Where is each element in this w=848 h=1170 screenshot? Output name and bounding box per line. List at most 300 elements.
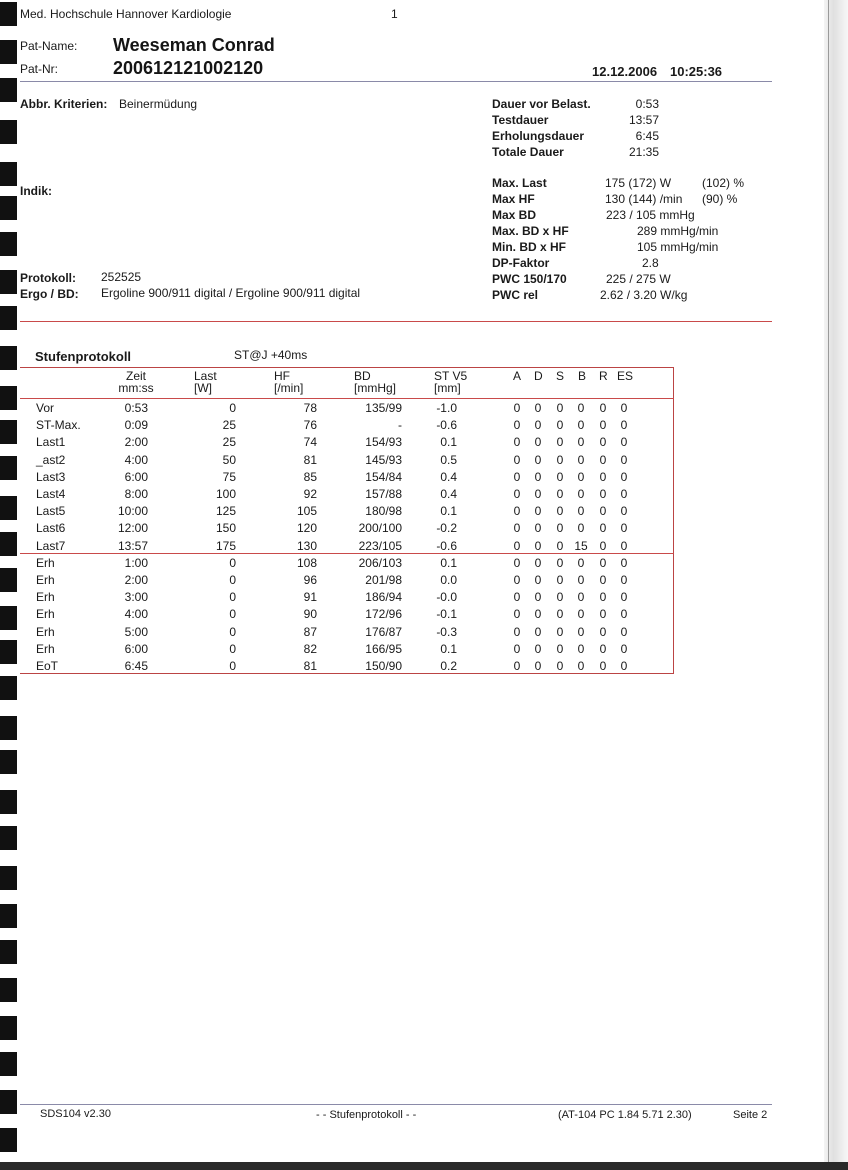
binder-hole <box>0 78 17 102</box>
cell-name: Vor <box>36 401 55 415</box>
table-row <box>20 623 674 640</box>
cell-bd: 176/87 <box>365 624 402 639</box>
cell-last: 150 <box>215 521 236 536</box>
cell-name: Erh <box>36 607 55 622</box>
table-row <box>20 554 674 571</box>
cell-d: 0 <box>534 504 542 519</box>
col-a: A <box>513 369 522 383</box>
cell-r: 0 <box>599 607 607 622</box>
cell-b: 0 <box>577 401 585 415</box>
cell-s: 0 <box>556 573 564 587</box>
cell-a: 0 <box>513 624 521 639</box>
cell-last: 0 <box>229 607 236 622</box>
binder-hole <box>0 120 17 144</box>
cell-es: 0 <box>620 469 628 484</box>
duration-label: Erholungsdauer <box>492 129 585 143</box>
cell-r: 0 <box>599 418 607 433</box>
binder-hole <box>0 346 17 370</box>
table-row <box>20 640 674 657</box>
cell-name: Erh <box>36 555 55 570</box>
protocol-label: Protokoll: <box>20 271 76 285</box>
cell-st: 0.1 <box>440 555 457 570</box>
protocol-value: 252525 <box>101 270 142 284</box>
cell-s: 0 <box>556 538 564 553</box>
binder-hole <box>0 1128 17 1152</box>
cell-a: 0 <box>513 521 521 536</box>
cell-zeit: 5:00 <box>124 624 148 639</box>
cell-hf: 120 <box>296 521 317 536</box>
table-row <box>20 416 674 433</box>
cell-last: 100 <box>215 487 236 501</box>
binder-hole <box>0 568 17 592</box>
cell-a: 0 <box>513 452 521 467</box>
binder-hole <box>0 866 17 890</box>
cell-last: 125 <box>215 504 236 519</box>
cell-zeit: 0:53 <box>124 401 148 415</box>
stat-value: 2.8 <box>642 256 659 270</box>
cell-r: 0 <box>599 573 607 587</box>
cell-hf: 92 <box>303 487 317 501</box>
cell-b: 0 <box>577 624 585 639</box>
cell-b: 0 <box>577 452 585 467</box>
cell-zeit: 6:00 <box>124 469 148 484</box>
cell-name: Last3 <box>36 469 66 484</box>
cell-s: 0 <box>556 521 564 536</box>
cell-es: 0 <box>620 659 628 673</box>
cell-hf: 76 <box>303 418 317 433</box>
cell-r: 0 <box>599 521 607 536</box>
cell-st: 0.4 <box>440 487 457 501</box>
cell-hf: 90 <box>303 607 317 622</box>
stat-label: PWC rel <box>492 288 539 302</box>
col-bd-unit: [mmHg] <box>354 381 396 395</box>
cell-d: 0 <box>534 573 542 587</box>
binder-hole <box>0 496 17 520</box>
cell-last: 0 <box>229 590 236 605</box>
cell-a: 0 <box>513 504 521 519</box>
footer-center: - - Stufenprotokoll - - <box>316 1109 417 1121</box>
binder-hole <box>0 790 17 814</box>
table-row <box>20 519 674 536</box>
cell-b: 0 <box>577 555 585 570</box>
binder-hole <box>0 750 17 774</box>
cell-es: 0 <box>620 573 628 587</box>
cell-bd: 145/93 <box>365 452 402 467</box>
cell-last: 0 <box>229 555 236 570</box>
table-row <box>20 571 674 588</box>
binder-hole <box>0 676 17 700</box>
col-zeit-unit: mm:ss <box>118 381 154 395</box>
binder-hole <box>0 306 17 330</box>
cell-es: 0 <box>620 555 628 570</box>
cell-a: 0 <box>513 487 521 501</box>
stat-value: 2.62 / 3.20 W/kg <box>600 288 688 302</box>
cell-hf: 108 <box>296 555 317 570</box>
cell-d: 0 <box>534 418 542 433</box>
cell-d: 0 <box>534 435 542 450</box>
cell-b: 0 <box>577 573 585 587</box>
binder-hole <box>0 456 17 480</box>
col-hf: HF <box>274 369 290 383</box>
binder-hole <box>0 978 17 1002</box>
binder-hole <box>0 270 17 294</box>
cell-last: 0 <box>229 624 236 639</box>
cell-s: 0 <box>556 487 564 501</box>
institution: Med. Hochschule Hannover Kardiologie <box>20 7 232 21</box>
footer-left: SDS104 v2.30 <box>40 1108 111 1120</box>
duration-label: Testdauer <box>492 113 549 127</box>
cell-name: Last4 <box>36 487 66 501</box>
stufen-table-header <box>20 369 674 397</box>
cell-es: 0 <box>620 418 628 433</box>
cell-st: -0.0 <box>436 590 457 605</box>
patient-nr-label: Pat-Nr: <box>20 62 59 76</box>
stat-label: DP-Faktor <box>492 256 550 270</box>
cell-s: 0 <box>556 435 564 450</box>
cell-last: 0 <box>229 573 236 587</box>
cell-d: 0 <box>534 469 542 484</box>
col-last: Last <box>194 369 217 383</box>
cell-last: 0 <box>229 659 236 673</box>
cell-hf: 91 <box>303 590 317 605</box>
cell-d: 0 <box>534 555 542 570</box>
cell-st: 0.0 <box>440 573 457 587</box>
footer-divider <box>20 1104 772 1105</box>
cell-hf: 105 <box>296 504 317 519</box>
binder-hole <box>0 2 17 26</box>
cell-es: 0 <box>620 624 628 639</box>
stufen-title: Stufenprotokoll <box>35 349 132 364</box>
col-last-unit: [W] <box>194 381 212 395</box>
patient-nr: 200612121002120 <box>113 58 264 78</box>
cell-d: 0 <box>534 624 542 639</box>
binder-hole <box>0 420 17 444</box>
cell-zeit: 2:00 <box>124 573 148 587</box>
cell-zeit: 6:00 <box>124 641 148 656</box>
cell-st: 0.5 <box>440 452 457 467</box>
cell-d: 0 <box>534 452 542 467</box>
binder-hole <box>0 162 17 186</box>
cell-r: 0 <box>599 641 607 656</box>
binder-hole <box>0 1090 17 1114</box>
cell-bd: 206/103 <box>358 555 402 570</box>
cell-last: 0 <box>229 401 236 415</box>
cell-b: 0 <box>577 469 585 484</box>
cell-s: 0 <box>556 469 564 484</box>
ergo-value: Ergoline 900/911 digital / Ergoline 900/911 digital <box>101 286 361 300</box>
cell-s: 0 <box>556 401 564 415</box>
cell-hf: 130 <box>296 538 317 553</box>
footer-right: (AT-104 PC 1.84 5.71 2.30) <box>558 1109 692 1121</box>
col-s: S <box>556 369 565 383</box>
cell-a: 0 <box>513 435 521 450</box>
table-row <box>20 399 674 416</box>
col-zeit: Zeit <box>125 369 146 383</box>
cell-a: 0 <box>513 659 521 673</box>
report-time: 10:25:36 <box>670 64 723 79</box>
cell-d: 0 <box>534 538 542 553</box>
cell-es: 0 <box>620 590 628 605</box>
cell-a: 0 <box>513 555 521 570</box>
cell-a: 0 <box>513 641 521 656</box>
cell-s: 0 <box>556 504 564 519</box>
cell-es: 0 <box>620 641 628 656</box>
cell-st: 0.1 <box>440 504 457 519</box>
cell-st: -0.6 <box>436 418 457 433</box>
binder-hole <box>0 716 17 740</box>
cell-zeit: 13:57 <box>117 538 148 553</box>
cell-s: 0 <box>556 641 564 656</box>
cell-r: 0 <box>599 452 607 467</box>
cell-name: Erh <box>36 624 55 639</box>
cell-s: 0 <box>556 590 564 605</box>
table-row <box>20 433 674 450</box>
cell-r: 0 <box>599 624 607 639</box>
cell-name: Last1 <box>36 435 66 450</box>
binder-hole <box>0 606 17 630</box>
stat-label: Max BD <box>492 208 537 222</box>
cell-bd: 186/94 <box>365 590 402 605</box>
stufen-subtitle: ST@J +40ms <box>234 348 308 362</box>
cell-zeit: 1:00 <box>124 555 148 570</box>
cell-es: 0 <box>620 401 628 415</box>
duration-value: 21:35 <box>628 145 659 159</box>
cell-last: 25 <box>222 418 236 433</box>
binder-hole <box>0 940 17 964</box>
binder-hole <box>0 532 17 556</box>
cell-b: 0 <box>577 435 585 450</box>
cell-name: ST-Max. <box>36 418 81 433</box>
cell-zeit: 3:00 <box>124 590 148 605</box>
binder-hole <box>0 1052 17 1076</box>
binder-holes <box>0 0 20 1170</box>
binder-hole <box>0 826 17 850</box>
cell-zeit: 2:00 <box>124 435 148 450</box>
binder-hole <box>0 386 17 410</box>
cell-bd: 166/95 <box>365 641 402 656</box>
cell-s: 0 <box>556 659 564 673</box>
cell-d: 0 <box>534 607 542 622</box>
page-edge <box>824 0 848 1170</box>
cell-st: -0.3 <box>436 624 457 639</box>
duration-value: 6:45 <box>635 129 659 143</box>
cell-hf: 81 <box>303 452 317 467</box>
cell-d: 0 <box>534 590 542 605</box>
cell-st: -0.2 <box>436 521 457 536</box>
cell-st: 0.1 <box>440 641 457 656</box>
cell-zeit: 10:00 <box>117 504 148 519</box>
binder-hole <box>0 196 17 220</box>
cell-hf: 96 <box>303 573 317 587</box>
cell-r: 0 <box>599 590 607 605</box>
cell-b: 0 <box>577 590 585 605</box>
cell-a: 0 <box>513 607 521 622</box>
cell-hf: 74 <box>303 435 317 450</box>
stat-percent: (102) % <box>702 176 745 190</box>
cell-d: 0 <box>534 487 542 501</box>
binder-hole <box>0 904 17 928</box>
cell-r: 0 <box>599 538 607 553</box>
cell-last: 50 <box>222 452 236 467</box>
binder-hole <box>0 40 17 64</box>
cell-zeit: 8:00 <box>124 487 148 501</box>
cell-bd: 223/105 <box>358 538 402 553</box>
stat-label: PWC 150/170 <box>492 272 567 286</box>
cell-bd: 172/96 <box>365 607 402 622</box>
stat-label: Max. Last <box>492 176 547 190</box>
cell-d: 0 <box>534 401 542 415</box>
binder-hole <box>0 232 17 256</box>
stat-label: Max HF <box>492 192 535 206</box>
cell-hf: 78 <box>303 401 317 415</box>
header-divider <box>20 81 772 82</box>
stat-percent: (90) % <box>702 192 738 206</box>
cell-bd: 201/98 <box>365 573 402 587</box>
cell-name: Last7 <box>36 538 66 553</box>
scan-bottom-edge <box>0 1162 848 1170</box>
cell-zeit: 4:00 <box>124 607 148 622</box>
table-row <box>20 451 674 468</box>
binder-hole <box>0 640 17 664</box>
cell-es: 0 <box>620 521 628 536</box>
cell-r: 0 <box>599 469 607 484</box>
cell-last: 25 <box>222 435 236 450</box>
cell-name: Last5 <box>36 504 66 519</box>
cell-name: Last6 <box>36 521 66 536</box>
cell-st: 0.1 <box>440 435 457 450</box>
cell-b: 0 <box>577 504 585 519</box>
cell-es: 0 <box>620 435 628 450</box>
table-row <box>20 502 674 519</box>
cell-s: 0 <box>556 624 564 639</box>
cell-hf: 81 <box>303 659 317 673</box>
page-number: 1 <box>391 7 398 21</box>
duration-value: 13:57 <box>628 113 659 127</box>
cell-r: 0 <box>599 555 607 570</box>
cell-es: 0 <box>620 607 628 622</box>
table-row <box>20 588 674 605</box>
col-hf-unit: [/min] <box>274 381 304 395</box>
stat-value: 130 (144) /min <box>605 192 683 206</box>
stat-label: Min. BD x HF <box>492 240 566 254</box>
cell-st: -1.0 <box>436 401 457 415</box>
col-st: ST V5 <box>434 369 468 383</box>
report-date: 12.12.2006 <box>592 64 658 79</box>
table-row <box>20 657 674 674</box>
col-d: D <box>534 369 543 383</box>
cell-a: 0 <box>513 469 521 484</box>
cell-d: 0 <box>534 659 542 673</box>
cell-b: 0 <box>577 487 585 501</box>
patient-name: Weeseman Conrad <box>113 35 275 55</box>
duration-label: Totale Dauer <box>492 145 564 159</box>
cell-hf: 82 <box>303 641 317 656</box>
cell-bd: - <box>398 418 402 433</box>
abbr-criteria-label: Abbr. Kriterien: <box>20 97 108 111</box>
cell-r: 0 <box>599 487 607 501</box>
duration-label: Dauer vor Belast. <box>492 97 591 111</box>
cell-bd: 154/93 <box>365 435 402 450</box>
cell-b: 0 <box>577 521 585 536</box>
cell-a: 0 <box>513 401 521 415</box>
cell-es: 0 <box>620 452 628 467</box>
cell-r: 0 <box>599 504 607 519</box>
cell-a: 0 <box>513 573 521 587</box>
section-divider <box>20 321 772 322</box>
col-r: R <box>599 369 608 383</box>
col-es: ES <box>617 369 634 383</box>
cell-bd: 150/90 <box>365 659 402 673</box>
cell-st: 0.4 <box>440 469 457 484</box>
cell-bd: 154/84 <box>365 469 402 484</box>
cell-r: 0 <box>599 435 607 450</box>
cell-b: 0 <box>577 418 585 433</box>
cell-st: -0.6 <box>436 538 457 553</box>
cell-name: Erh <box>36 641 55 656</box>
cell-name: _ast2 <box>36 452 66 467</box>
table-row <box>20 605 674 622</box>
cell-b: 15 <box>574 538 588 553</box>
abbr-criteria-value: Beinermüdung <box>119 97 198 111</box>
stat-value: 223 / 105 mmHg <box>606 208 695 222</box>
table-row <box>20 468 674 485</box>
cell-a: 0 <box>513 418 521 433</box>
cell-bd: 135/99 <box>365 401 402 415</box>
cell-d: 0 <box>534 641 542 656</box>
cell-zeit: 6:45 <box>124 659 148 673</box>
cell-b: 0 <box>577 659 585 673</box>
cell-name: Erh <box>36 573 55 587</box>
cell-bd: 157/88 <box>365 487 402 501</box>
cell-name: Erh <box>36 590 55 605</box>
col-st-unit: [mm] <box>434 381 461 395</box>
cell-zeit: 4:00 <box>124 452 148 467</box>
cell-es: 0 <box>620 487 628 501</box>
cell-last: 0 <box>229 641 236 656</box>
cell-hf: 85 <box>303 469 317 484</box>
stat-label: Max. BD x HF <box>492 224 569 238</box>
cell-es: 0 <box>620 504 628 519</box>
cell-s: 0 <box>556 452 564 467</box>
cell-d: 0 <box>534 521 542 536</box>
cell-last: 175 <box>215 538 236 553</box>
binder-hole <box>0 1016 17 1040</box>
cell-r: 0 <box>599 659 607 673</box>
ergo-label: Ergo / BD: <box>20 287 79 301</box>
stat-value: 105 mmHg/min <box>637 240 719 254</box>
patient-name-label: Pat-Name: <box>20 39 78 53</box>
cell-hf: 87 <box>303 624 317 639</box>
stat-value: 225 / 275 W <box>606 272 671 286</box>
cell-s: 0 <box>556 555 564 570</box>
cell-st: -0.1 <box>436 607 457 622</box>
cell-name: EoT <box>36 659 59 673</box>
table-row <box>20 537 674 554</box>
cell-s: 0 <box>556 607 564 622</box>
indication-label: Indik: <box>20 184 52 198</box>
cell-last: 75 <box>222 469 236 484</box>
stat-value: 175 (172) W <box>605 176 672 190</box>
cell-zeit: 0:09 <box>124 418 148 433</box>
cell-bd: 180/98 <box>365 504 402 519</box>
stat-value: 289 mmHg/min <box>637 224 719 238</box>
footer-page: Seite 2 <box>733 1109 768 1121</box>
cell-a: 0 <box>513 590 521 605</box>
col-bd: BD <box>354 369 371 383</box>
cell-bd: 200/100 <box>358 521 402 536</box>
cell-zeit: 12:00 <box>117 521 148 536</box>
cell-es: 0 <box>620 538 628 553</box>
